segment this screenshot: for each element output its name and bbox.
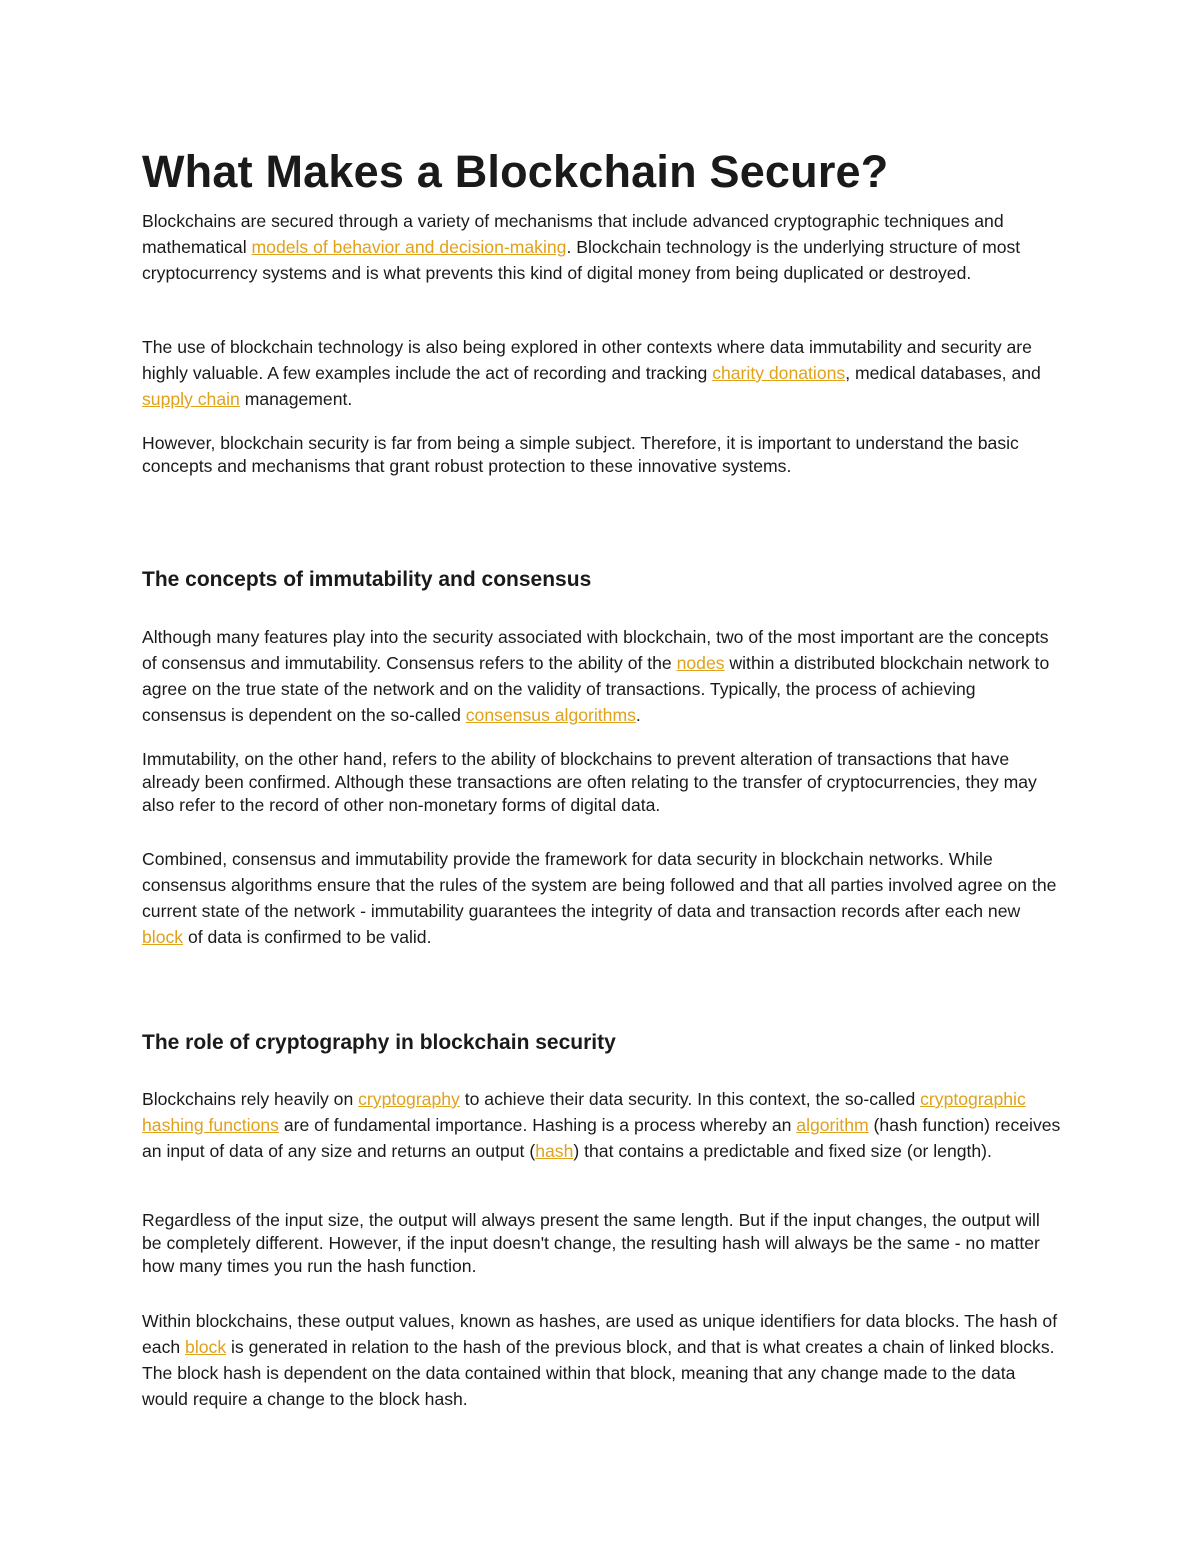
inline-link[interactable]: supply chain [142,389,240,409]
text-run: However, blockchain security is far from being a simple subject. Therefore, it is important to understand the basic concepts and mechanisms that grant robust protection to these innovative systems. [142,433,1019,476]
text-run: (hash function) receives an input of data of any size and returns an output ( [142,1115,1061,1161]
paragraph [142,1209,1062,1278]
inline-link[interactable]: cryptographic hashing functions [142,1089,1026,1135]
paragraph [142,1308,1062,1412]
inline-link[interactable]: charity donations [712,363,846,383]
inline-link[interactable]: cryptography [358,1089,460,1109]
text-run: management. [239,389,353,409]
section-heading: The concepts of immutability and consensus [142,568,592,591]
text-run: Combined, consensus and immutability provide the framework for data security in blockchain networks. While consensus algorithms ensure that the rules of the system are being followed and that all parties involved agree on the current state of the network - immutability guarantees the integrity of data and transaction records after each new [142,849,1057,921]
paragraph [142,334,1062,412]
text-run: Blockchains are secured through a variety of mechanisms that include advanced cryptographic techniques and mathematical [142,211,1004,257]
inline-link[interactable]: nodes [676,653,725,673]
paragraph [142,748,1062,817]
text-run: within a distributed blockchain network to agree on the true state of the network and on the validity of transactions. Typically, the process of achieving consensus is dependent on the so-called [142,653,1050,725]
inline-link[interactable]: models of behavior and decision-making [251,237,567,257]
text-run: to achieve their data security. In this context, the so-called [459,1089,921,1109]
text-run: are of fundamental importance. Hashing is a process whereby an [278,1115,797,1135]
paragraph [142,432,1062,478]
text-run: of data is confirmed to be valid. [183,927,432,947]
inline-link[interactable]: block [185,1337,227,1357]
inline-link[interactable]: consensus algorithms [465,705,636,725]
text-run: . Blockchain technology is the underlying structure of most cryptocurrency systems and is what prevents this kind of digital money from being duplicated or destroyed. [142,237,1021,283]
inline-link[interactable]: algorithm [796,1115,869,1135]
text-run: The use of blockchain technology is also being explored in other contexts where data immutability and security are highly valuable. A few examples include the act of recording and tracking [142,337,1032,383]
text-run: ) that contains a predictable and fixed size (or length). [573,1141,992,1161]
text-run: Within blockchains, these output values, known as hashes, are used as unique identifiers for data blocks. The hash of each [142,1311,1058,1357]
text-run: Regardless of the input size, the output will always present the same length. But if the input changes, the output will be completely different. However, if the input doesn't change, the resulting hash will always be the same - no matter how many times you run the hash function. [142,1210,1040,1276]
paragraph [142,1086,1062,1164]
text-run: Blockchains rely heavily on [142,1089,359,1109]
text-run: is generated in relation to the hash of the previous block, and that is what creates a chain of linked blocks. The block hash is dependent on the data contained within that block, meaning that any change made to the data would require a change to the block hash. [142,1337,1055,1409]
paragraph [142,208,1062,286]
inline-link[interactable]: hash [535,1141,574,1161]
section-heading: The role of cryptography in blockchain security [142,1031,616,1054]
text-run: . [635,705,641,725]
text-run: Immutability, on the other hand, refers to the ability of blockchains to prevent alteration of transactions that have already been confirmed. Although these transactions are often relating to the transfer of cryptocurrencies, they may also refer to the record of other non-monetary forms of digital data. [142,749,1037,815]
paragraph [142,624,1062,728]
text-run: Although many features play into the security associated with blockchain, two of the most important are the concepts of consensus and immutability. Consensus refers to the ability of the [142,627,1049,673]
paragraph [142,846,1062,950]
inline-link[interactable]: block [142,927,184,947]
document-title: What Makes a Blockchain Secure? [142,146,889,197]
text-run: , medical databases, and [845,363,1041,383]
